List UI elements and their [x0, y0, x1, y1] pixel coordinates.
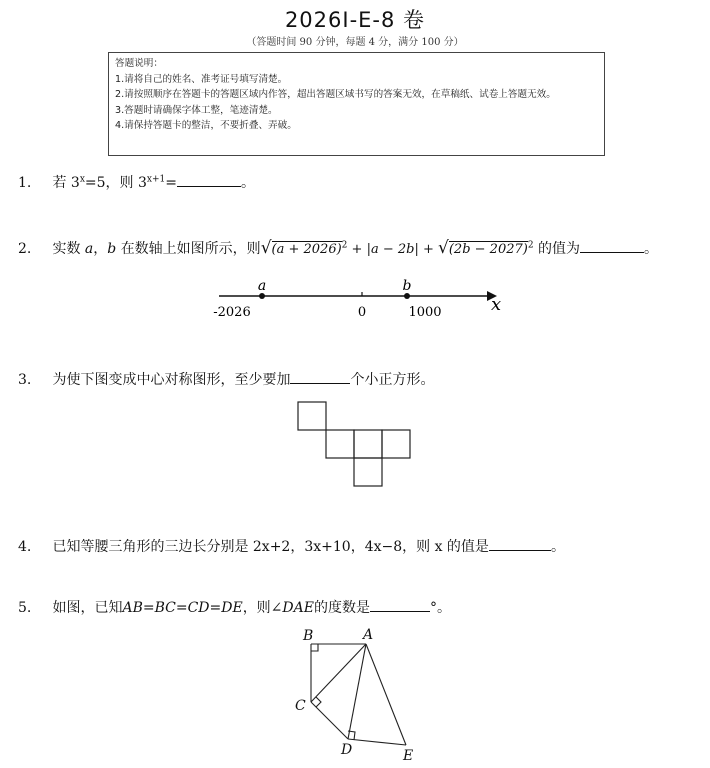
- question-text: ，: [93, 241, 108, 257]
- question-text: 在数轴上如图所示，则: [120, 241, 261, 257]
- radicand: (a + 2026): [271, 242, 342, 257]
- square: [326, 430, 354, 458]
- segment-DE: [348, 739, 406, 745]
- question-text: 个小正方形。: [350, 372, 435, 388]
- radicand: (2b − 2027): [448, 242, 528, 257]
- variable-b: b: [107, 241, 117, 257]
- page-subtitle: （答题时间 90 分钟，每题 4 分，满分 100 分）: [246, 37, 464, 48]
- label-E: E: [403, 748, 414, 764]
- label-A: A: [363, 627, 374, 643]
- exponent: x: [79, 174, 85, 185]
- right-angle-C: [316, 697, 321, 707]
- question-number: 5.: [18, 600, 32, 616]
- instruction-item: 3.答题时请确保字体工整，笔迹清楚。: [115, 104, 278, 116]
- label-B: B: [303, 628, 314, 644]
- question-text: 实数: [52, 241, 81, 257]
- instructions-heading: 答题说明：: [115, 58, 163, 69]
- label-b: b: [402, 278, 412, 294]
- question-3: [18, 369, 434, 389]
- geometry-figure: [290, 624, 420, 766]
- square: [354, 430, 382, 458]
- question-number: 1.: [18, 175, 32, 191]
- question-text: 已知等腰三角形的三边长分别是 2x+2，3x+10，4x−8，则 x 的值是: [52, 539, 489, 555]
- square: [354, 458, 382, 486]
- question-2: [18, 238, 658, 258]
- answer-blank[interactable]: [580, 238, 644, 253]
- label-D: D: [341, 742, 353, 758]
- question-text: 为使下图变成中心对称图形，至少要加: [52, 372, 291, 388]
- variable-a: a: [84, 241, 94, 257]
- axis-variable: x: [491, 294, 502, 315]
- question-4: [18, 536, 565, 556]
- segment-AC: [311, 644, 366, 702]
- exponent: 2: [341, 240, 348, 251]
- segment-CD: [311, 702, 348, 739]
- answer-blank[interactable]: [370, 597, 430, 612]
- question-number: 2.: [18, 241, 32, 257]
- tick-label: 0: [357, 305, 367, 320]
- question-text: 。: [644, 241, 659, 257]
- square: [298, 402, 326, 430]
- question-text: =: [165, 175, 177, 191]
- question-1: [18, 172, 255, 192]
- question-text: 的值为: [538, 241, 581, 257]
- question-text: 。: [240, 175, 255, 191]
- squares-figure: [296, 400, 414, 490]
- square: [382, 430, 410, 458]
- question-5: [18, 597, 451, 617]
- page-title: 2026I-E-8 卷: [284, 8, 426, 32]
- instruction-item: 2.请按照顺序在答题卡的答题区域内作答，超出答题区域书写的答案无效，在草稿纸、试卷上答题无效。: [115, 89, 556, 100]
- tick-label: 1000: [408, 305, 442, 320]
- abs-expression: |a − 2b|: [366, 242, 419, 257]
- number-line-figure: [205, 276, 505, 324]
- question-text: °。: [429, 600, 451, 616]
- question-text: 。: [550, 539, 565, 555]
- answer-blank[interactable]: [489, 536, 551, 551]
- question-text: 的度数是: [313, 600, 370, 616]
- tick-label: -2026: [213, 305, 251, 320]
- exponent: 2: [527, 240, 534, 251]
- answer-blank[interactable]: [290, 369, 350, 384]
- equation: AB=BC=CD=DE: [122, 600, 243, 616]
- question-number: 3.: [18, 372, 32, 388]
- question-text: ，则∠: [242, 600, 283, 616]
- question-text: 若 3: [52, 175, 80, 191]
- instruction-item: 4.请保持答题卡的整洁，不要折叠、弄破。: [115, 120, 297, 131]
- right-angle-B: [311, 644, 318, 651]
- instructions-box: [108, 52, 605, 156]
- instruction-item: 1.请将自己的姓名、准考证号填写清楚。: [115, 73, 288, 85]
- segment-AD: [348, 644, 366, 739]
- sqrt-expression: $√(a + 2026)^2 + |a - 2b| + √(2b - 2027)^2$: [260, 238, 534, 258]
- question-number: 4.: [18, 539, 32, 555]
- label-C: C: [295, 698, 306, 714]
- segment-AE: [366, 644, 406, 745]
- answer-blank[interactable]: [177, 172, 241, 187]
- exponent: x+1: [146, 174, 166, 185]
- question-text: =5，则 3: [84, 175, 147, 191]
- label-a: a: [257, 278, 267, 294]
- angle-name: DAE: [282, 600, 314, 616]
- question-text: 如图，已知: [52, 600, 123, 616]
